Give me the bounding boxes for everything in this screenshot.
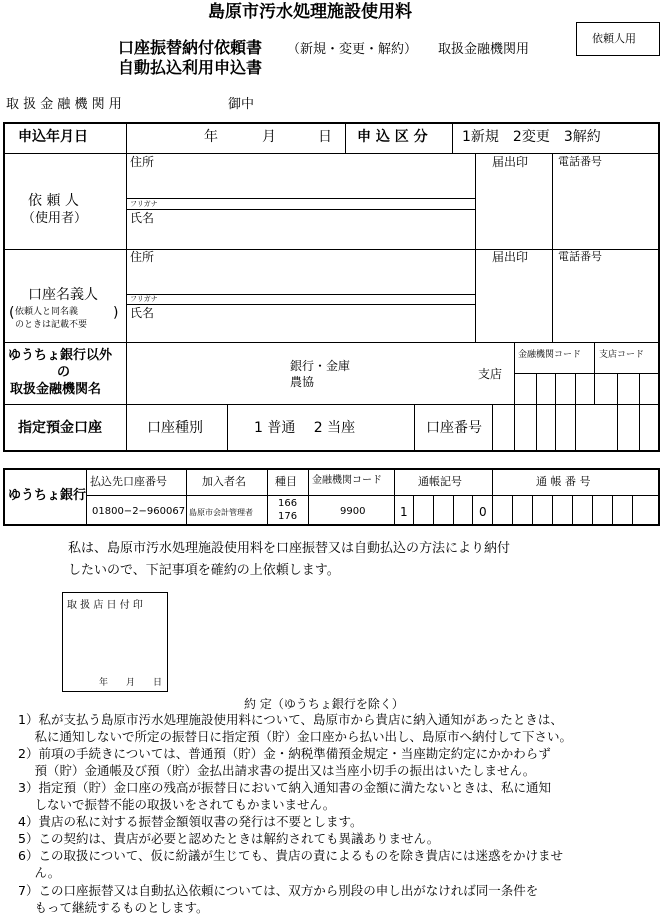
subtitle-suffix: 取扱金融機関用 — [438, 42, 530, 57]
label-column-divider — [126, 122, 127, 452]
bank-types-2: 農協 — [290, 375, 315, 389]
agreement-line: もって継続するものとします。 — [18, 900, 209, 915]
statement-line-2: したいので、下記事項を確約の上依頼します。 — [68, 563, 340, 578]
date-year: 年 — [204, 129, 218, 145]
requester-sub: （使用者） — [22, 211, 88, 226]
furigana-line — [126, 304, 475, 305]
account-type-options: 1 普通 2 当座 — [254, 420, 356, 436]
agreement-title: 約 定（ゆうちょ銀行を除く） — [244, 697, 404, 711]
yucho-header-subscriber: 加入者名 — [202, 475, 246, 488]
agreement-line: 預（貯）金通帳及び預（貯）金払出請求書の提出又は当座小切手の振出はいたしません。 — [18, 763, 536, 778]
col-divider — [345, 122, 346, 153]
col-divider — [552, 153, 553, 342]
agreement-line: しないで振替不能の取扱いをされてもかまいません。 — [18, 797, 336, 812]
account-type-label: 口座種別 — [147, 420, 203, 436]
digit-divider — [536, 373, 537, 452]
bank-label-2: の — [57, 365, 71, 380]
yucho-col-divider — [267, 468, 268, 526]
requester-label: 依 頼 人 — [28, 193, 79, 209]
yucho-digit-divider — [632, 495, 633, 526]
col-divider — [414, 404, 415, 452]
copy-label: 依頼人用 — [592, 32, 636, 45]
statement-line-1: 私は、島原市汚水処理施設使用料を口座振替又は自動払込の方法により納付 — [68, 541, 511, 556]
yucho-symbol-last: 0 — [479, 505, 487, 519]
subtitle-paren: （新規・変更・解約） — [287, 42, 418, 57]
yucho-col-divider — [492, 468, 493, 526]
agreement-line: 私に通知しないで所定の振替日に指定預（貯）金口座から払い出し、島原市へ納付して下さい。 — [18, 729, 572, 744]
code-divider — [514, 342, 515, 452]
agreement-line: 4）貴店の私に対する振替金額領収書の発行は不要とします。 — [18, 814, 363, 829]
kubun-label: 申 込 区 分 — [357, 129, 428, 145]
digit-divider — [639, 373, 640, 452]
yucho-header-number: 通 帳 番 号 — [536, 475, 591, 488]
address-line — [126, 294, 475, 295]
row-divider — [3, 153, 660, 154]
yucho-row-divider — [86, 495, 660, 496]
agreement-line: 7）この口座振替又は自動払込依頼については、双方から別段の申し出がなければ同一条件を — [18, 883, 539, 898]
code-divider — [594, 342, 595, 404]
yucho-digit-divider — [572, 495, 573, 526]
yucho-account-number: 01800−2−960067 — [92, 506, 186, 517]
yucho-bank-code: 9900 — [340, 506, 366, 517]
kubun-options: 1新規 2変更 3解約 — [462, 129, 601, 145]
agreement-line: 3）指定預（貯）金口座の残高が振替日において納入通知書の金額に満たないときは、私に通知 — [18, 780, 551, 795]
requester-address-label: 住所 — [130, 155, 155, 169]
holder-name-label: 氏名 — [130, 306, 155, 320]
holder-label: 口座名義人 — [28, 287, 98, 303]
col-divider — [227, 404, 228, 452]
subtitle-line2: 自動払込利用申込書 — [118, 58, 263, 77]
date-stamp-label: 取 扱 店 日 付 印 — [67, 600, 143, 611]
date-label: 申込年月日 — [18, 129, 88, 145]
digit-divider — [555, 373, 556, 452]
addressee-label: 取 扱 金 融 機 関 用 — [6, 97, 122, 112]
application-form — [3, 122, 660, 452]
yucho-digit-divider — [512, 495, 513, 526]
yucho-col-divider — [86, 468, 87, 526]
bank-code-label: 金融機関コード — [518, 350, 582, 360]
copy-label-box — [576, 22, 660, 56]
yucho-col-divider — [308, 468, 309, 526]
furigana-line — [126, 209, 475, 210]
holder-note2: のときは記載不要 — [15, 320, 88, 330]
date-day: 日 — [318, 129, 332, 145]
agreement-line: 1）私が支払う島原市汚水処理施設使用料について、島原市から貴店に納入通知があったときは、 — [18, 712, 563, 727]
yucho-digit-divider — [612, 495, 613, 526]
yucho-subscriber: 島原市会計管理者 — [189, 508, 253, 517]
branch-label: 支店 — [478, 367, 503, 381]
yucho-digit-divider — [552, 495, 553, 526]
col-divider — [492, 404, 493, 452]
col-divider — [475, 153, 476, 342]
holder-address-label: 住所 — [130, 250, 155, 264]
yucho-header-bank-code: 金融機関コード — [312, 475, 382, 486]
yucho-digit-divider — [472, 495, 473, 526]
requester-furigana-label: フリガナ — [130, 200, 158, 208]
holder-phone-label: 電話番号 — [558, 250, 602, 263]
requester-phone-label: 電話番号 — [558, 155, 602, 168]
date-stamp-date: 年 月 日 — [99, 678, 163, 688]
agreement-line: 2）前項の手続きについては、普通預（貯）金・納税準備預金規定・当座勘定約定にかかわらず — [18, 746, 551, 761]
requester-name-label: 氏名 — [130, 211, 155, 225]
holder-furigana-label: フリガナ — [130, 295, 158, 303]
main-title: 島原市汚水処理施設使用料 — [208, 2, 412, 22]
col-divider — [452, 122, 453, 153]
account-number-label: 口座番号 — [426, 420, 482, 436]
account-label: 指定預金口座 — [18, 420, 102, 436]
agreement-line: 6）この取扱について、仮に紛議が生じても、貴店の責によるものを除き貴店には迷惑をかけませ — [18, 848, 563, 863]
date-stamp-box — [62, 592, 168, 692]
holder-note1: 依頼人と同名義 — [15, 307, 79, 317]
holder-note-bracket-left: ( — [9, 305, 15, 321]
requester-seal-label: 届出印 — [492, 155, 529, 169]
yucho-col-divider — [394, 468, 395, 526]
yucho-header-symbol: 通帳記号 — [418, 475, 462, 488]
yucho-symbol-first: 1 — [400, 505, 408, 519]
agreement-line: ん。 — [18, 865, 61, 880]
yucho-item-2: 176 — [278, 511, 298, 522]
bank-label-1: ゆうちょ銀行以外 — [8, 348, 113, 363]
row-divider — [3, 404, 660, 405]
bank-label-3: 取扱金融機関名 — [10, 382, 102, 397]
yucho-label: ゆうちょ銀行 — [8, 488, 87, 503]
yucho-header-account: 払込先口座番号 — [90, 475, 167, 488]
branch-code-label: 支店コード — [599, 350, 645, 360]
row-divider — [3, 342, 660, 343]
address-line — [126, 198, 475, 199]
yucho-digit-divider — [532, 495, 533, 526]
date-month: 月 — [262, 129, 276, 145]
bank-types-1: 銀行・金庫 — [290, 359, 351, 373]
yucho-digit-divider — [413, 495, 414, 526]
holder-seal-label: 届出印 — [492, 250, 529, 264]
digit-divider — [575, 373, 576, 452]
digit-divider — [617, 373, 618, 452]
addressee-honorific: 御中 — [228, 97, 255, 112]
holder-note-bracket-right: ) — [113, 305, 119, 321]
yucho-header-item: 種目 — [275, 475, 297, 488]
yucho-digit-divider — [453, 495, 454, 526]
yucho-digit-divider — [592, 495, 593, 526]
yucho-item-1: 166 — [278, 498, 298, 509]
yucho-col-divider — [186, 468, 187, 526]
subtitle-line1: 口座振替納付依頼書 — [118, 38, 263, 57]
yucho-digit-divider — [433, 495, 434, 526]
agreement-line: 5）この契約は、貴店が必要と認めたときは解約されても異議ありません。 — [18, 831, 440, 846]
